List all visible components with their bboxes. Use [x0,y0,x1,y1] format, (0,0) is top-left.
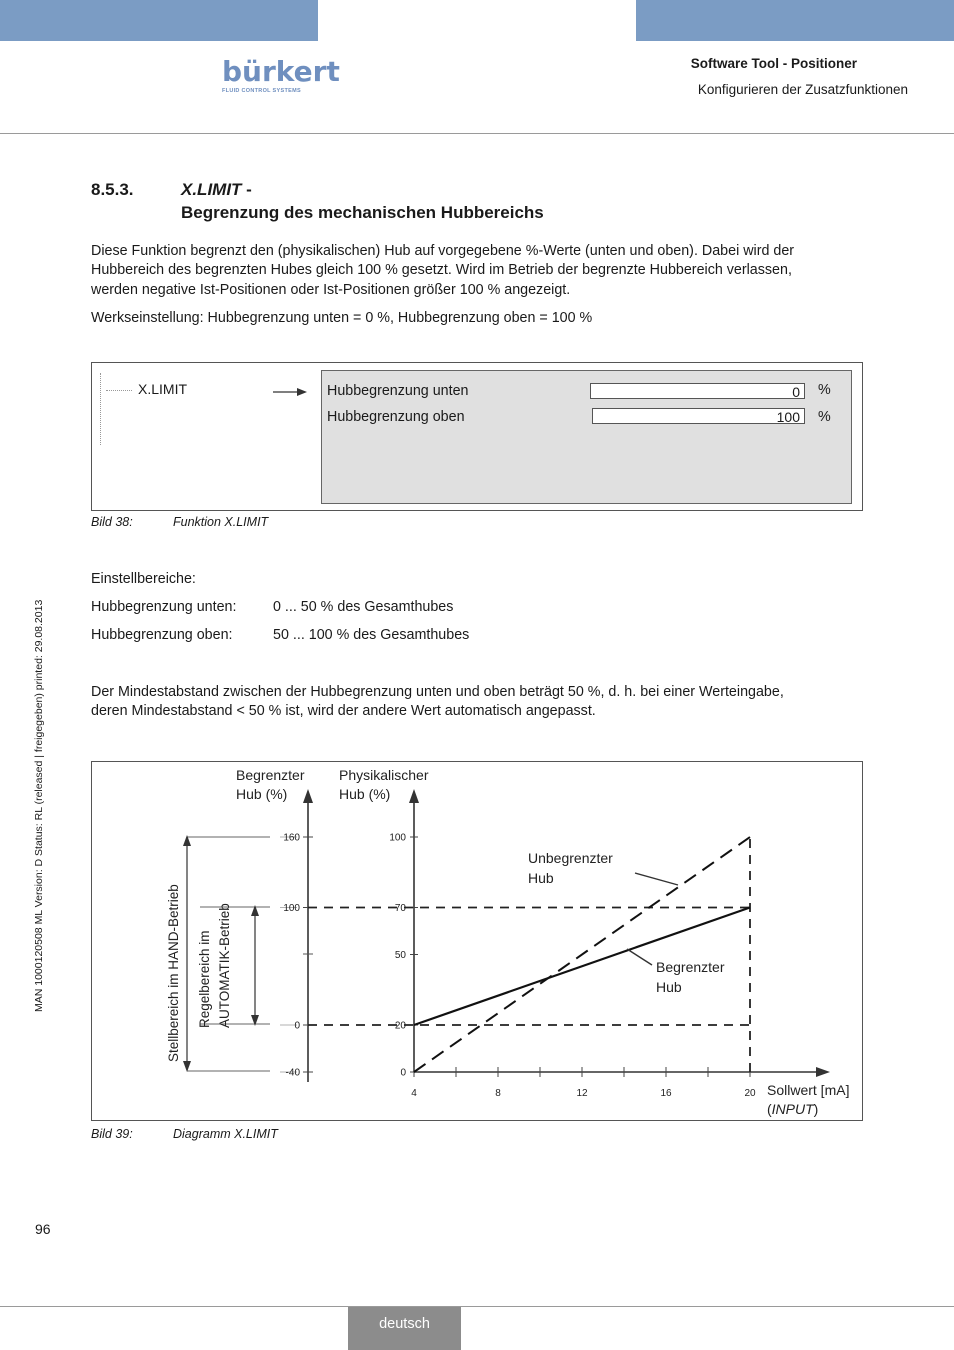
hand-range-arrow-down-icon [183,1061,191,1072]
tree-item-xlimit[interactable]: X.LIMIT [138,381,188,397]
x-axis-title: Sollwert [mA] [767,1082,850,1098]
range-upper-label: Hubbegrenzung oben: [91,627,233,643]
min-distance-line-2: deren Mindestabstand < 50 % ist, wird der andere Wert automatisch angepasst. [91,703,596,719]
left-y-tick-label: 100 [283,903,300,914]
page-number: 96 [35,1221,51,1237]
left-axis-title-2: Hub (%) [236,786,288,802]
lower-limit-unit: % [818,382,831,398]
intro-line-1: Diese Funktion begrenzt den (physikalischen) Hub auf vorgegebene %-Werte (unten und oben). Dabei wird der [91,243,795,259]
range-lower-label: Hubbegrenzung unten: [91,599,237,615]
header-bar-left [0,0,318,41]
x-tick-label: 12 [576,1088,588,1099]
upper-limit-label: Hubbegrenzung oben [327,409,465,425]
lower-limit-field[interactable]: 0 [590,383,805,399]
factory-setting: Werkseinstellung: Hubbegrenzung unten = 0 %, Hubbegrenzung oben = 100 % [91,310,593,326]
left-y-tick-label: 0 [294,1020,300,1032]
left-axis-arrow-icon [303,789,313,803]
auto-range-label-2: AUTOMATIK-Betrieb [217,903,232,1028]
section-number: 8.5.3. [91,180,134,199]
language-tab[interactable]: deutsch [348,1307,461,1350]
right-y-tick-label: 20 [394,1020,406,1032]
auto-range-label-1: Regelbereich im [197,930,212,1028]
xlimit-diagram [92,762,862,1120]
limited-stroke-pointer [627,949,652,965]
intro-line-3: werden negative Ist-Positionen oder Ist-Positionen größer 100 % angezeigt. [91,282,571,298]
header-subtitle: Konfigurieren der Zusatzfunktionen [697,82,908,97]
right-y-tick-label: 70 [394,903,406,914]
right-y-tick-label: 100 [389,832,406,844]
upper-limit-unit: % [818,409,831,425]
section-title-keyword: X.LIMIT [181,180,242,199]
intro-line-2: Hubbereich des begrenzten Hubes gleich 100 % gesetzt. Wird im Betrieb der begrenzte Hubbereich verlassen, [91,262,792,278]
left-y-tick-label: 160 [283,832,300,844]
figure39-caption-number: Bild 39: [91,1127,133,1141]
right-axis-title-1: Physikalischer [339,767,429,783]
tree-branch-line [106,390,132,391]
hand-range-label: Stellbereich im HAND-Betrieb [166,884,181,1062]
left-axis-title-1: Begrenzter [236,767,305,783]
unlimited-stroke-line [414,837,750,1072]
tree-guide-line [100,373,101,445]
section-title-line2: Begrenzung des mechanischen Hubbereichs [181,203,544,222]
limited-stroke-label-2: Hub [656,979,682,995]
footer-rule [0,1306,954,1307]
figure39-caption-text: Diagramm X.LIMIT [173,1127,278,1141]
figure39-caption [91,1127,278,1141]
side-print-note: MAN 1000120508 ML Version: D Status: RL (released | freigegeben) printed: 29.08.2013 [33,599,45,1012]
right-y-tick-label: 50 [394,950,406,961]
unlimited-stroke-label-2: Hub [528,870,554,886]
figure38-caption [91,515,268,529]
settings-panel [321,370,852,504]
right-axis-arrow-icon [409,789,419,803]
min-distance-line-1: Der Mindestabstand zwischen der Hubbegrenzung unten und oben beträgt 50 %, d. h. bei einer Werteingabe, [91,684,784,700]
x-axis-subtitle: (INPUT) [767,1101,819,1117]
limited-stroke-label-1: Begrenzter [656,959,725,975]
x-tick-label: 16 [660,1088,672,1099]
x-tick-label: 8 [495,1088,501,1099]
ranges-title: Einstellbereiche: [91,571,196,587]
header-rule [0,133,954,134]
unlimited-stroke-label-1: Unbegrenzter [528,850,613,866]
unlimited-stroke-pointer [635,873,678,885]
range-lower-value: 0 ... 50 % des Gesamthubes [273,599,454,615]
figure39-frame [91,761,863,1121]
x-axis-arrow-icon [816,1067,830,1077]
header-title: Software Tool - Positioner [690,56,857,71]
x-tick-label: 20 [744,1088,756,1099]
arrow-right-icon [273,385,309,399]
upper-limit-field[interactable]: 100 [592,408,805,424]
section-title-line1 [181,180,252,200]
right-y-tick-label: 0 [400,1067,406,1079]
range-upper-value: 50 ... 100 % des Gesamthubes [273,627,470,643]
figure38-caption-text: Funktion X.LIMIT [173,515,269,529]
lower-limit-label: Hubbegrenzung unten [327,383,469,399]
x-tick-label: 4 [411,1088,417,1099]
brand-tagline: FLUID CONTROL SYSTEMS [222,88,301,94]
section-title-dash: - [241,180,252,199]
brand-logo: bürkert [222,55,340,88]
right-axis-title-2: Hub (%) [339,786,391,802]
figure38-frame [91,362,863,511]
left-y-tick-label: -40 [285,1067,300,1079]
figure38-caption-number: Bild 38: [91,515,133,529]
header-bar-right [636,0,954,41]
